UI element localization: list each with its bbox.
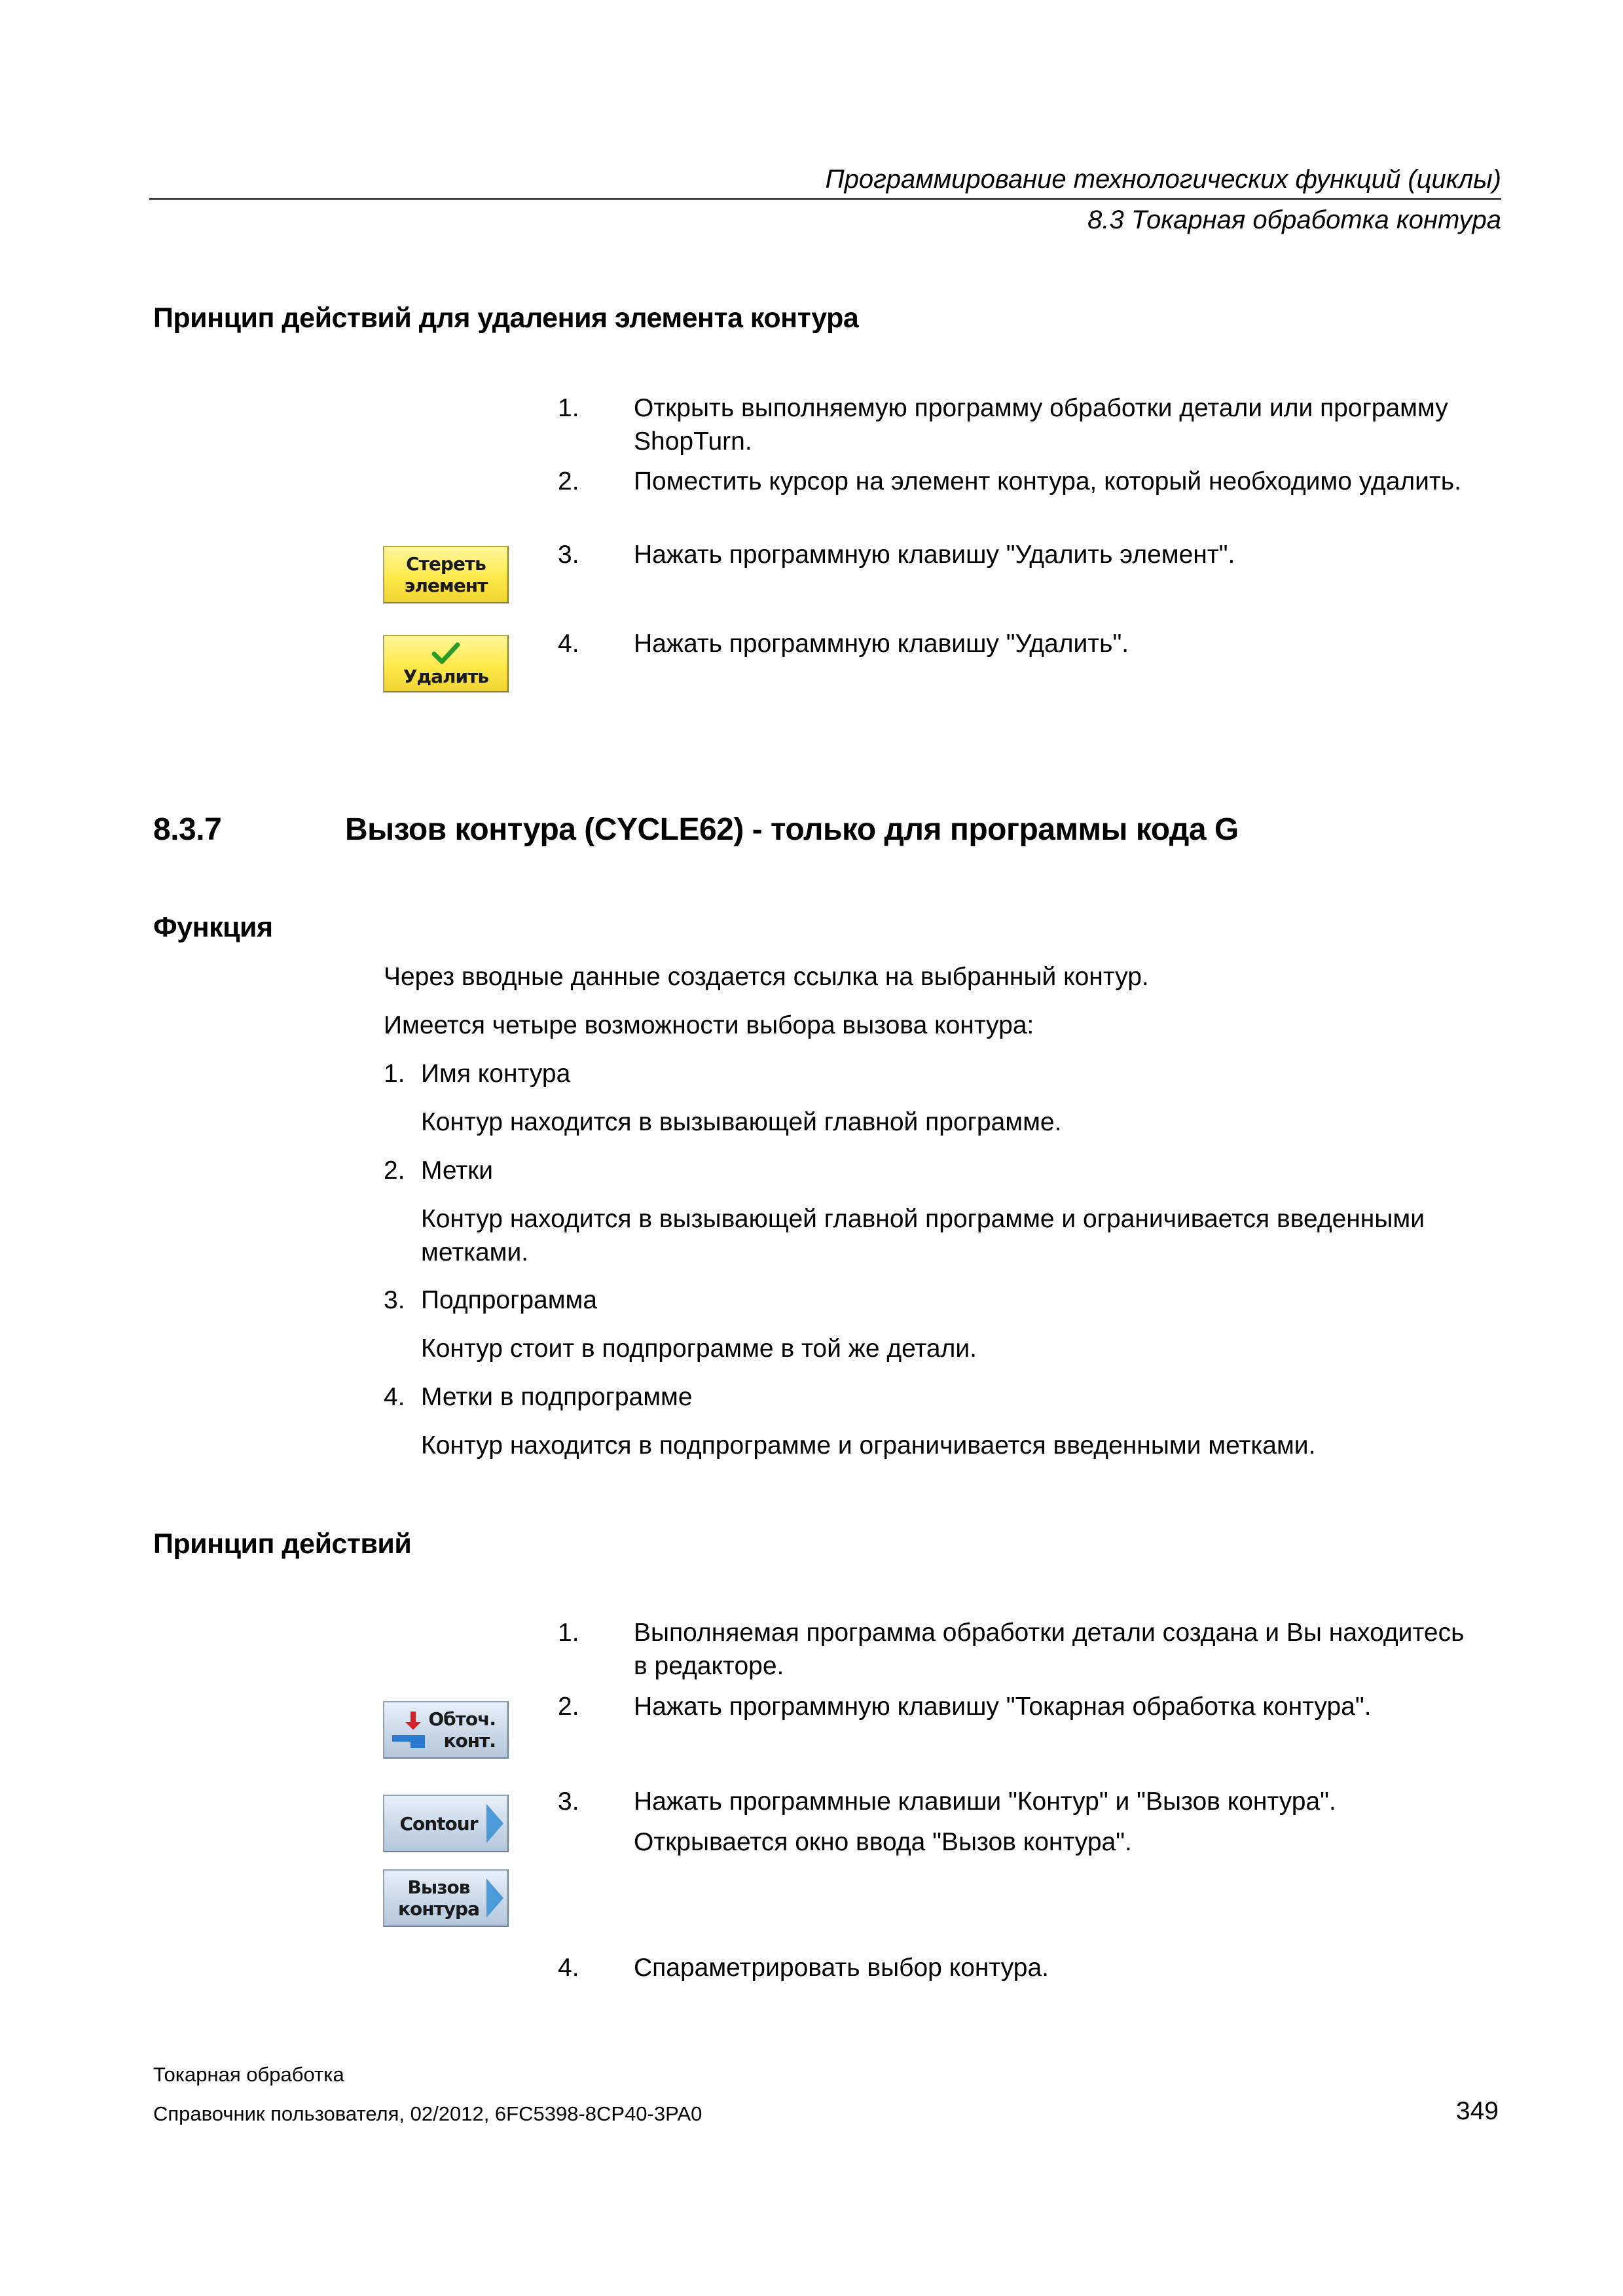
- list-label: Метки: [421, 1157, 494, 1185]
- section-title: Вызов контура (CYCLE62) - только для программы кода G: [345, 812, 1239, 847]
- softkey-label: Обточ.: [428, 1708, 496, 1730]
- arrow-right-icon: [486, 1878, 503, 1918]
- delete-element-heading: Принцип действий для удаления элемента контура: [153, 302, 859, 334]
- function-heading: Функция: [153, 912, 273, 943]
- softkey-label: конт.: [443, 1730, 496, 1751]
- list-desc: Контур стоит в подпрограмме в той же детали.: [421, 1335, 977, 1363]
- list-desc: Контур находится в вызывающей главной программе и ограничивается введенными метками.: [421, 1205, 1425, 1266]
- arrow-right-icon: [486, 1804, 503, 1843]
- softkey-label: элемент: [404, 575, 488, 596]
- list-desc: Контур находится в подпрограмме и ограничивается введенными метками.: [421, 1431, 1316, 1460]
- section-number: 8.3.7: [153, 812, 222, 847]
- contour-softkey[interactable]: [383, 1795, 509, 1852]
- list-desc: Контур находится в вызывающей главной программе.: [421, 1108, 1062, 1136]
- softkey-label: контура: [397, 1898, 479, 1920]
- function-intro: Имеется четыре возможности выбора вызова контура:: [384, 1011, 1034, 1039]
- step-number: 2.: [558, 1693, 579, 1721]
- step-number: 2.: [558, 467, 579, 495]
- step-number: 1.: [558, 394, 579, 422]
- turning-contour-icon: [391, 1709, 428, 1757]
- running-header-section: 8.3 Токарная обработка контура: [1087, 206, 1501, 234]
- step-text: Открыть выполняемую программу обработки детали или программу ShopTurn.: [634, 394, 1448, 456]
- step-text: Поместить курсор на элемент контура, который необходимо удалить.: [634, 467, 1461, 495]
- footer-book-title: Токарная обработка: [153, 2063, 344, 2086]
- step-number: 4.: [558, 1954, 579, 1982]
- step-text: Выполняемая программа обработки детали создана и Вы находитесь в редакторе.: [634, 1619, 1465, 1680]
- contour-call-softkey[interactable]: [383, 1869, 509, 1927]
- delete-element-softkey[interactable]: [383, 546, 509, 603]
- header-rule: [149, 198, 1501, 200]
- softkey-label: Стереть: [406, 553, 486, 575]
- step-text: Нажать программные клавиши "Контур" и "Вызов контура".: [634, 1787, 1336, 1816]
- list-label: Имя контура: [421, 1060, 571, 1088]
- list-number: 2.: [384, 1157, 405, 1185]
- running-header-chapter: Программирование технологических функций (циклы): [825, 165, 1501, 194]
- step-text: Спараметрировать выбор контура.: [634, 1954, 1049, 1982]
- list-number: 1.: [384, 1060, 405, 1088]
- step-number: 4.: [558, 630, 579, 658]
- list-number: 4.: [384, 1383, 405, 1411]
- check-icon: [431, 641, 460, 666]
- step-text: Нажать программную клавишу "Токарная обработка контура".: [634, 1693, 1372, 1721]
- list-label: Метки в подпрограмме: [421, 1383, 693, 1411]
- step-text: Нажать программную клавишу "Удалить".: [634, 630, 1129, 658]
- softkey-label: Contour: [399, 1812, 478, 1835]
- list-number: 3.: [384, 1286, 405, 1314]
- step-number: 3.: [558, 541, 579, 569]
- turning-contour-softkey[interactable]: [383, 1701, 509, 1759]
- softkey-label: Вызов: [407, 1876, 470, 1898]
- list-label: Подпрограмма: [421, 1286, 598, 1314]
- softkey-label: Удалить: [403, 665, 489, 687]
- procedure-heading: Принцип действий: [153, 1528, 412, 1560]
- step-text: Открывается окно ввода "Вызов контура".: [634, 1828, 1132, 1856]
- footer-edition: Справочник пользователя, 02/2012, 6FC5398-8CP40-3PA0: [153, 2102, 702, 2125]
- function-intro: Через вводные данные создается ссылка на выбранный контур.: [384, 963, 1149, 991]
- delete-softkey[interactable]: [383, 635, 509, 692]
- step-text: Нажать программную клавишу "Удалить элемент".: [634, 541, 1235, 569]
- page-number: 349: [1455, 2097, 1499, 2125]
- step-number: 1.: [558, 1619, 579, 1647]
- step-number: 3.: [558, 1787, 579, 1816]
